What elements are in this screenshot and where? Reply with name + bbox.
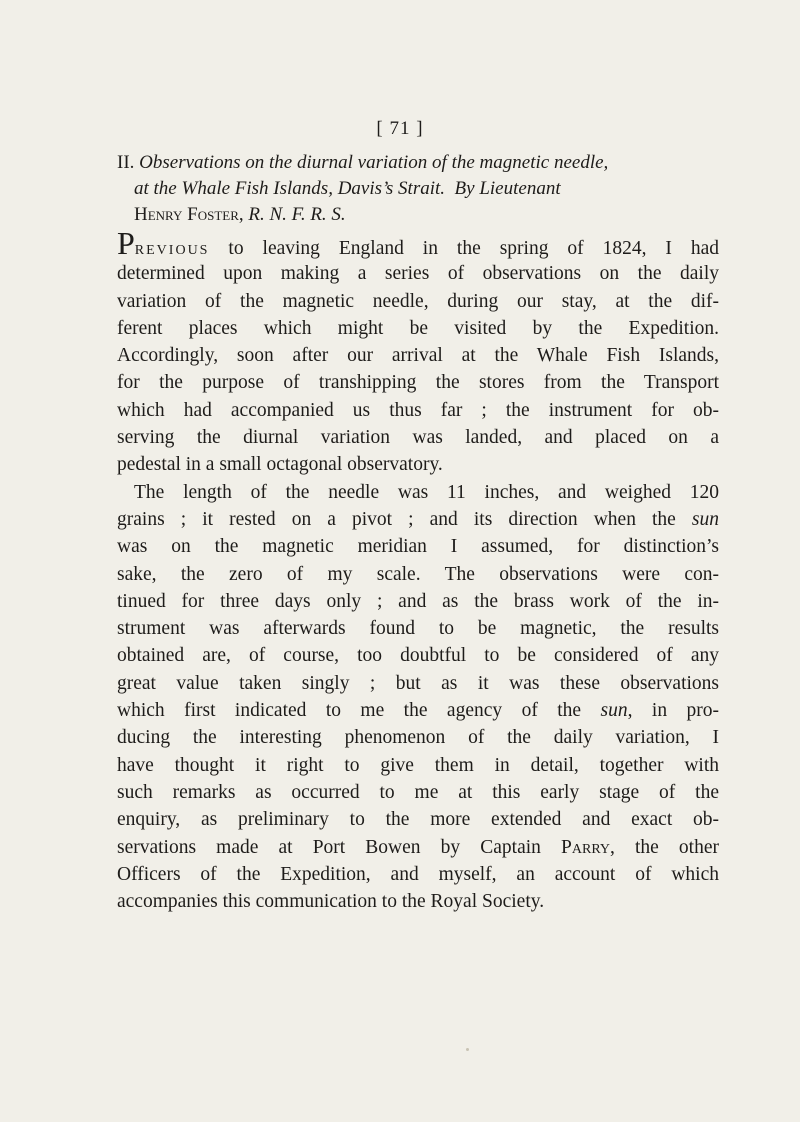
first-word-rest: revious [134,238,210,259]
text-line: sake, the zero of my scale. The observations were con- [117,563,719,585]
body-text [117,225,720,915]
emphasis-sun: sun [691,508,720,530]
text-line: accompanies this communication to the Royal Society. [117,891,545,913]
text-line: servations made at Port Bowen by Captain Parry, the other [117,836,719,858]
heading-line-2 [117,176,719,202]
section-numeral: II. [117,152,135,173]
text-line: great value taken singly ; but as it was these observations [117,672,719,694]
text-line: such remarks as occurred to me at this early stage of the [117,781,719,803]
page-number: [ 71 ] [376,118,424,139]
paper-speck [466,1048,469,1051]
text-line: variation of the magnetic needle, during our stay, at the dif- [117,290,719,312]
author-credentials: R. N. F. R. S. [248,204,346,225]
drop-cap: P [117,225,135,261]
text-line: ducing the interesting phenomenon of the daily variation, I [117,727,719,749]
text-line: for the purpose of transhipping the stores from the Transport [117,372,719,394]
text-line: The length of the needle was 11 inches, and weighed 120 [134,481,719,503]
text-line: pedestal in a small octagonal observatory. [117,454,443,476]
text-line: determined upon making a series of observations on the daily [117,263,719,285]
text-line: serving the diurnal variation was landed, and placed on a [117,427,719,449]
byline: By Lieutenant [454,178,561,199]
text-line: which first indicated to me the agency of the sun, in pro- [117,700,720,722]
text-line: have thought it right to give them in detail, together with [117,754,719,776]
text-line: Previous to leaving England in the spring of 1824, I had [117,225,719,261]
author-name: Henry Foster, [134,204,244,225]
text-line: which had accompanied us thus far ; the instrument for ob- [117,399,719,421]
text-line: obtained are, of course, too doubtful to be considered of any [117,645,719,667]
heading-line-1 [117,150,719,176]
text-line: grains ; it rested on a pivot ; and its direction when the sun [117,508,720,530]
text-line: enquiry, as preliminary to the more extended and exact ob- [117,809,719,831]
text-line: Accordingly, soon after our arrival at the Whale Fish Islands, [117,345,719,367]
text-line: strument was afterwards found to be magnetic, the results [117,618,719,640]
article-title-part-2: at the Whale Fish Islands, Davis’s Strait. [134,178,446,199]
text-line: tinued for three days only ; and as the brass work of the in- [117,590,719,612]
text-line: ferent places which might be visited by the Expedition. [117,317,719,339]
article-title-part-1: Observations on the diurnal variation of the magnetic needle, [139,152,609,173]
emphasis-sun: sun [600,700,628,722]
text-line: Officers of the Expedition, and myself, an account of which [117,863,719,885]
article-heading [117,150,719,228]
name-parry: Parry, [561,836,615,858]
heading-line-3 [117,202,719,228]
text-line: was on the magnetic meridian I assumed, for distinction’s [117,536,719,558]
